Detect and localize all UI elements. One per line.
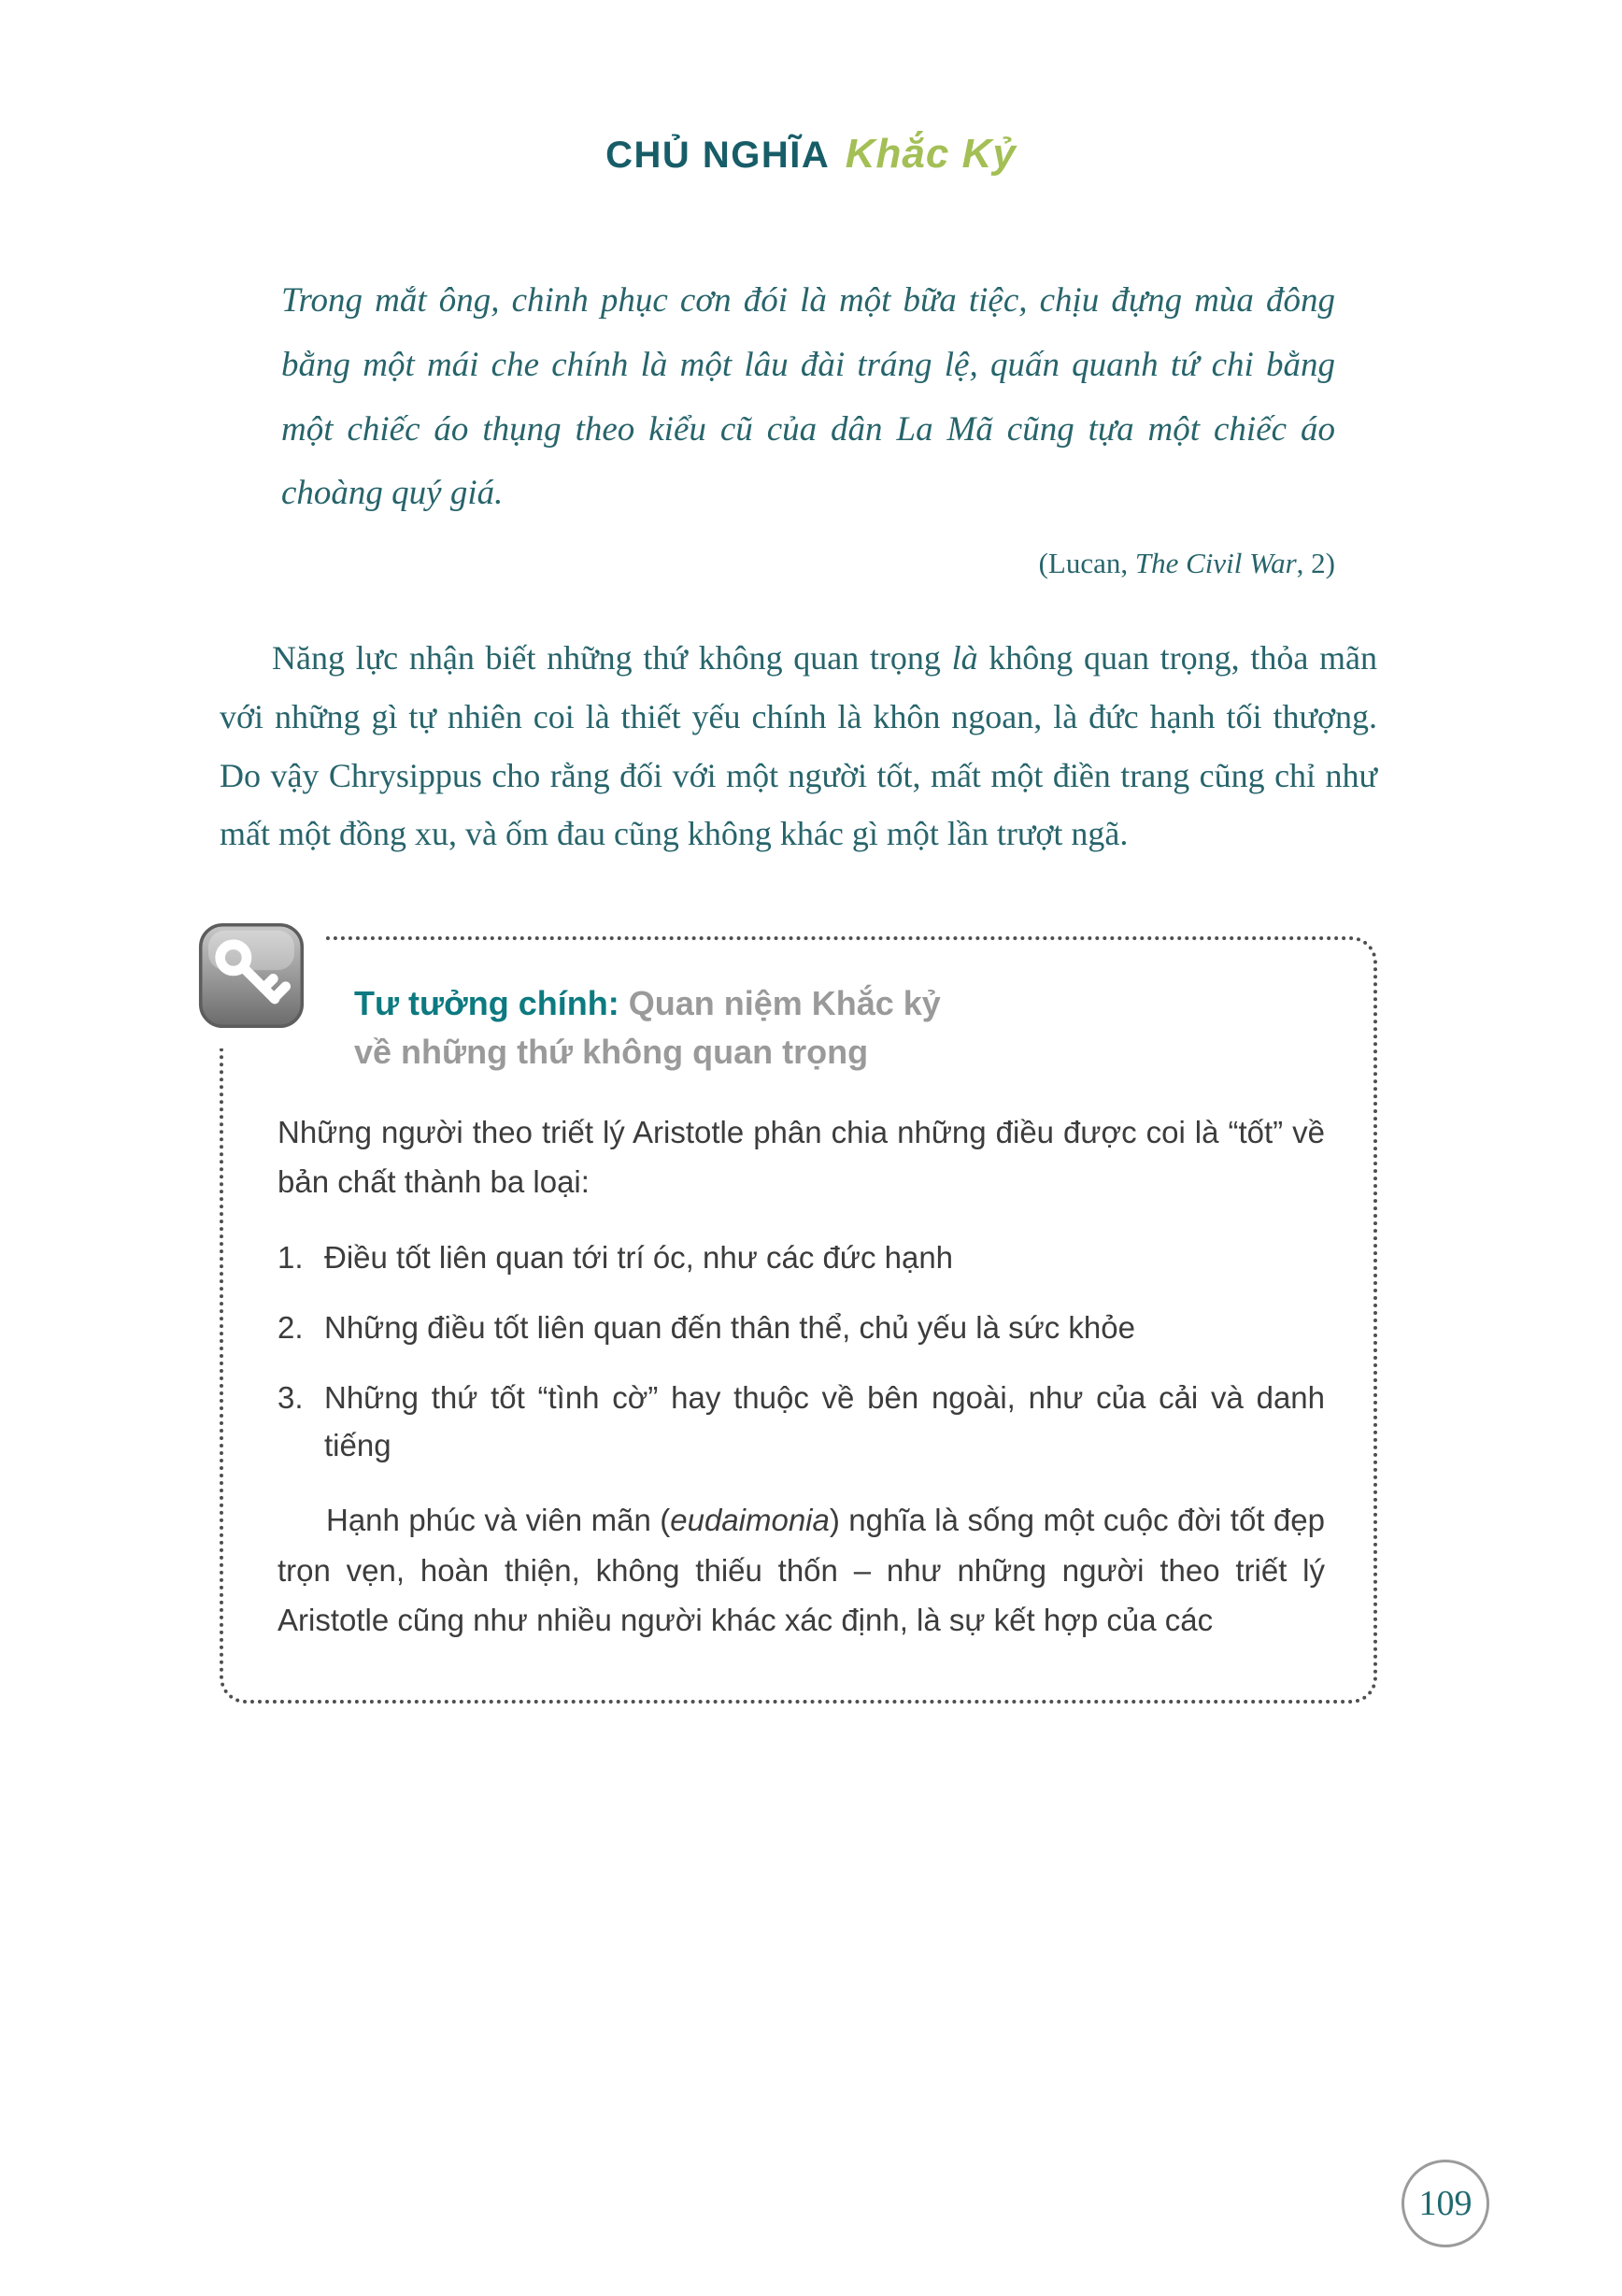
key-idea-box xyxy=(220,936,1377,1704)
body-italic-word: là xyxy=(951,639,978,677)
page-number-value: 109 xyxy=(1418,2184,1473,2223)
callout-conclusion xyxy=(277,1495,1325,1645)
list-item xyxy=(277,1374,1325,1469)
callout-list xyxy=(277,1234,1325,1470)
header-title-main: CHỦ NGHĨA xyxy=(605,135,831,176)
key-icon xyxy=(178,903,324,1048)
list-item-text: Những thứ tốt “tình cờ” hay thuộc về bên ngoài, như của cải và danh tiếng xyxy=(324,1380,1325,1463)
conclusion-italic-term: eudaimonia xyxy=(670,1503,830,1538)
body-text-2: không quan trọng, thỏa mãn với những gì tự nhiên coi là thiết yếu chính là khôn ngoan, là đức hạnh tối thượng. Do vậy Chrysippus cho rằng đối với một người tốt, mất một điền trang cũng chỉ như mất một đồng xu, và ốm đau cũng không khác gì một lần trượt ngã. xyxy=(220,639,1377,853)
header-title-script: Khắc Kỷ xyxy=(845,131,1017,177)
attribution-pre: (Lucan, xyxy=(1038,547,1135,580)
body-text-1: Năng lực nhận biết những thứ không quan trọng xyxy=(272,639,952,677)
list-item-number: 1. xyxy=(277,1239,304,1275)
attribution-work-title: The Civil War xyxy=(1134,547,1297,580)
epigraph-quote: Trong mắt ông, chinh phục cơn đói là một bữa tiệc, chịu đựng mùa đông bằng một mái che chính là một lâu đài tráng lệ, quấn quanh tứ chi bằng một chiếc áo thụng theo kiểu cũ của dân La Mã cũng tựa một chiếc áo choàng quý giá. xyxy=(281,281,1335,513)
callout-title xyxy=(277,979,969,1077)
list-item xyxy=(277,1304,1325,1351)
conclusion-post: ) nghĩa là sống một cuộc đời tốt đẹp trọn vẹn, hoàn thiện, không thiếu thốn – như những người theo triết lý Aristotle cũng như nhiều người khác xác định, là sự kết hợp của các xyxy=(277,1503,1325,1638)
conclusion-pre: Hạnh phúc và viên mãn ( xyxy=(326,1503,671,1538)
list-item-text: Những điều tốt liên quan đến thân thể, chủ yếu là sức khỏe xyxy=(324,1309,1135,1345)
page-content xyxy=(0,269,1622,1704)
callout-title-label: Tư tưởng chính: xyxy=(354,983,619,1022)
quote-attribution xyxy=(220,547,1335,580)
running-header xyxy=(0,0,1622,178)
callout-intro: Những người theo triết lý Aristotle phân chia những điều được coi là “tốt” về bản chất thành ba loại: xyxy=(277,1115,1325,1199)
page-number xyxy=(1401,2160,1489,2247)
body-paragraph xyxy=(220,629,1377,863)
list-item-text: Điều tốt liên quan tới trí óc, như các đức hạnh xyxy=(324,1239,954,1275)
list-item-number: 3. xyxy=(277,1380,304,1415)
list-item-number: 2. xyxy=(277,1309,304,1345)
callout-title-rest: Quan niệm Khắc kỷ về những thứ không quan trọng xyxy=(354,983,941,1071)
list-item xyxy=(277,1234,1325,1281)
attribution-post: , 2) xyxy=(1296,547,1335,580)
